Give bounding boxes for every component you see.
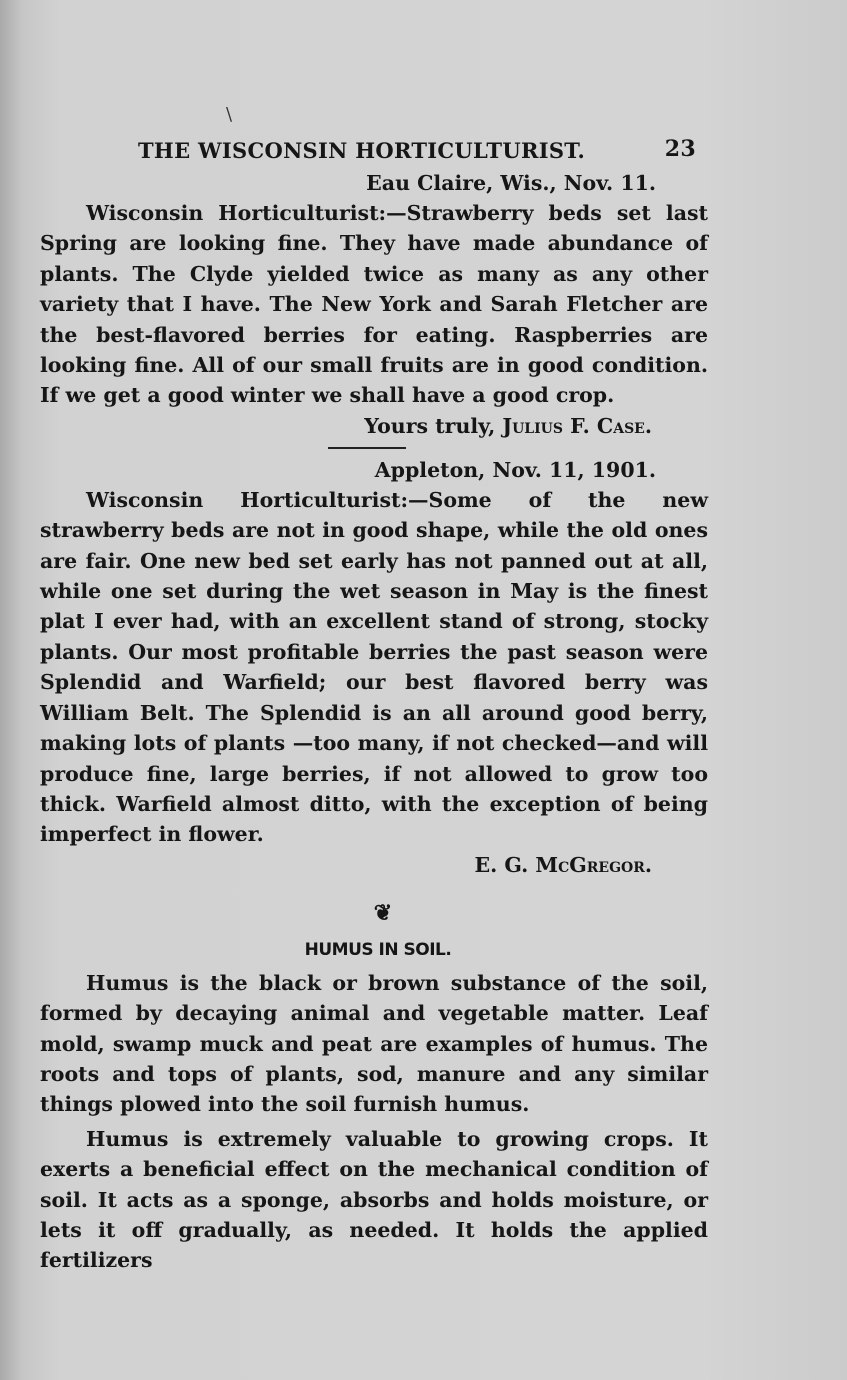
letter-eau-claire [40,168,708,441]
article-paragraph: Humus is extremely valuable to growing crops. It exerts a beneficial effect on the mechanical condition of soil. It acts as a sponge, absorbs and holds moisture, or lets it off gradually, as needed. It holds the applied fertilizers [40,1126,708,1273]
letter-dateline: Eau Claire, Wis., Nov. 11. [366,171,656,195]
article-paragraph: Humus is the black or brown substance of the soil, formed by decaying animal and vegetable matter. Leaf mold, swamp muck and peat are examples of humus. The roots and tops of plants, sod, manure and any similar things plowed into the soil furnish humus. [40,970,708,1117]
article-humus [40,940,708,1276]
fleuron-ornament: ❦ [373,899,393,926]
letter-dateline: Appleton, Nov. 11, 1901. [374,457,656,482]
margin-mark: \ [226,104,233,125]
running-head [40,132,708,168]
journal-title: THE WISCONSIN HORTICULTURIST. [138,138,586,163]
text-column [40,132,708,1276]
page-number: 23 [664,136,696,162]
letter-signoff [40,411,708,441]
letter-signature: Julius F. Case. [502,413,652,438]
section-divider [328,447,406,449]
letter-signature: E. G. McGregor. [474,852,652,877]
letter-appleton [40,455,708,880]
article-heading: HUMUS IN SOIL. [304,939,452,960]
letter-body: Wisconsin Horticulturist:—Strawberry beds set last Spring are looking fine. They have made abundance of plants. The Clyde yielded twice as many as any other variety that I have. The New York and Sarah Fletcher are the best-flavored berries for eating. Raspberries are looking fine. All of our small fruits are in good condition. If we get a good winter we shall have a good crop. [40,201,708,408]
letter-body: Wisconsin Horticulturist:—Some of the new strawberry beds are not in good shape, while the old ones are fair. One new bed set early has not panned out at all, while one set during the wet season in May is the finest plat I ever had, with an excellent stand of strong, stocky plants. Our most profitable berries the past season were Splendid and Warfield; our best flavored berry was William Belt. The Splendid is an all around good berry, making lots of plants —too many, if not checked—and will produce fine, large berries, if not allowed to grow too thick. Warfield almost ditto, with the exception of being imperfect in flower. [40,487,708,847]
letter-closing: Yours truly, [364,413,503,438]
